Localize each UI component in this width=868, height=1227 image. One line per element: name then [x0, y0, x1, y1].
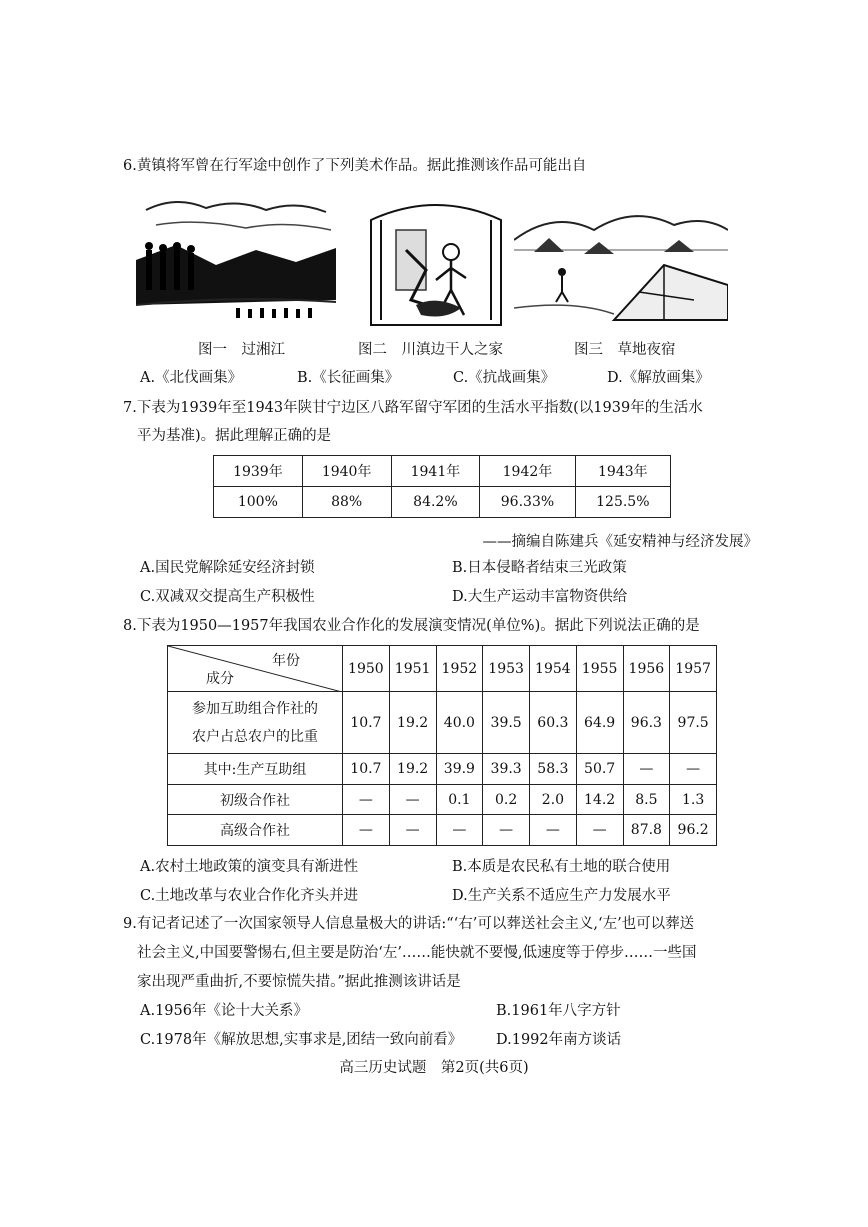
q8-cell: 87.8: [623, 815, 670, 846]
q7-header-cell: 1940年: [302, 456, 391, 487]
q7-header-cell: 1939年: [214, 456, 303, 487]
table-row: [168, 692, 717, 754]
q7-option-c: C.双减双交提高生产积极性: [140, 589, 315, 605]
figure-3-caption: 图三 草地夜宿: [574, 342, 676, 358]
q8-cell: 39.3: [483, 754, 530, 785]
q6-option-c: C.《抗战画集》: [453, 370, 556, 386]
q8-table: [167, 645, 717, 846]
q8-cell: 0.2: [483, 785, 530, 815]
q8-cell: —: [483, 815, 530, 846]
q8-cell: 14.2: [576, 785, 623, 815]
table-row: [168, 785, 717, 815]
q8-cell: —: [343, 785, 390, 815]
q8-cell: —: [576, 815, 623, 846]
q8-cell: —: [389, 815, 436, 846]
q7-source: ——摘编自陈建兵《延安精神与经济发展》: [482, 534, 758, 550]
q8-cell: —: [436, 815, 483, 846]
q8-row-label-line-2: 农户占总农户的比重: [192, 728, 318, 745]
q6-option-a: A.《北伐画集》: [140, 370, 243, 386]
q8-year-header: 1952: [436, 646, 483, 692]
q8-cell: 96.3: [623, 692, 670, 754]
table-row: [168, 815, 717, 846]
q8-row-label: [168, 692, 343, 754]
q9-option-b: B.1961年八字方针: [496, 1003, 621, 1019]
q8-cell: 19.2: [389, 692, 436, 754]
q7-option-b: B.日本侵略者结束三光政策: [452, 560, 627, 576]
q8-stem: 8.下表为1950—1957年我国农业合作化的发展演变情况(单位%)。据此下列说法正确的是: [123, 618, 700, 634]
q7-value-cell: 100%: [214, 487, 303, 518]
q6-stem: 6.黄镇将军曾在行军途中创作了下列美术作品。据此推测该作品可能出自: [123, 158, 587, 174]
page-footer: 高三历史试题 第2页(共6页): [339, 1060, 529, 1076]
q8-cell: —: [530, 815, 577, 846]
q9-option-c: C.1978年《解放思想,实事求是,团结一致向前看》: [140, 1032, 463, 1048]
q8-year-header: 1956: [623, 646, 670, 692]
q8-corner-bottom: 成分: [206, 671, 234, 687]
q9-stem-line-3: 家出现严重曲折,不要惊慌失措。”据此推测该讲话是: [137, 974, 461, 990]
q8-cell: —: [343, 815, 390, 846]
figure-3-illustration: [514, 190, 728, 328]
q9-stem-line-2: 社会主义,中国要警惕右,但主要是防治‘左’……能快就不要慢,低速度等于停步……一些国: [137, 945, 697, 961]
figure-2-caption: 图二 川滇边干人之家: [358, 342, 503, 358]
figure-2-illustration: [366, 190, 506, 328]
q6-option-d: D.《解放画集》: [607, 370, 710, 386]
q8-year-header: 1950: [343, 646, 390, 692]
q8-cell: 0.1: [436, 785, 483, 815]
q8-year-header: 1954: [530, 646, 577, 692]
q8-cell: 2.0: [530, 785, 577, 815]
q8-cell: 10.7: [343, 692, 390, 754]
q7-option-a: A.国民党解除延安经济封锁: [140, 560, 315, 576]
q8-cell: 39.5: [483, 692, 530, 754]
q8-cell: 64.9: [576, 692, 623, 754]
q8-option-b: B.本质是农民私有土地的联合使用: [452, 859, 671, 875]
q8-year-header: 1953: [483, 646, 530, 692]
q8-option-a: A.农村土地政策的演变具有渐进性: [140, 859, 359, 875]
q8-cell: 50.7: [576, 754, 623, 785]
corner-diagonal-line: [168, 646, 342, 692]
q8-cell: 39.9: [436, 754, 483, 785]
q8-row-label: 初级合作社: [168, 785, 343, 815]
q7-header-cell: 1941年: [391, 456, 480, 487]
q8-year-header: 1955: [576, 646, 623, 692]
q8-cell: 8.5: [623, 785, 670, 815]
q8-year-header: 1957: [670, 646, 717, 692]
figure-1-illustration: [136, 190, 336, 328]
q8-cell: 97.5: [670, 692, 717, 754]
q8-year-header: 1951: [389, 646, 436, 692]
q8-corner-cell: [168, 646, 343, 692]
q7-value-cell: 88%: [302, 487, 391, 518]
q8-cell: 40.0: [436, 692, 483, 754]
q8-corner-top: 年份: [272, 653, 300, 669]
q7-header-cell: 1942年: [480, 456, 575, 487]
q8-row-label: 高级合作社: [168, 815, 343, 846]
table-row: [168, 754, 717, 785]
q7-stem-line-1: 7.下表为1939年至1943年陕甘宁边区八路军留守军团的生活水平指数(以1939年的生活水: [123, 400, 703, 416]
q8-cell: —: [623, 754, 670, 785]
q8-row-label: 其中:生产互助组: [168, 754, 343, 785]
q7-header-cell: 1943年: [575, 456, 670, 487]
q8-option-c: C.土地改革与农业合作化齐头并进: [140, 888, 359, 904]
q8-cell: 60.3: [530, 692, 577, 754]
figure-1-caption: 图一 过湘江: [198, 342, 285, 358]
q7-option-d: D.大生产运动丰富物资供给: [452, 589, 628, 605]
q8-cell: 1.3: [670, 785, 717, 815]
q8-option-d: D.生产关系不适应生产力发展水平: [452, 888, 671, 904]
q8-row-label-line-1: 参加互助组合作社的: [192, 700, 318, 717]
q6-option-b: B.《长征画集》: [297, 370, 400, 386]
q7-stem-line-2: 平为基准)。据此理解正确的是: [137, 428, 332, 444]
q8-cell: —: [389, 785, 436, 815]
q8-cell: 19.2: [389, 754, 436, 785]
q8-cell: 58.3: [530, 754, 577, 785]
q8-cell: —: [670, 754, 717, 785]
q8-cell: 96.2: [670, 815, 717, 846]
q9-option-d: D.1992年南方谈话: [496, 1032, 622, 1048]
q7-value-cell: 84.2%: [391, 487, 480, 518]
q7-value-cell: 125.5%: [575, 487, 670, 518]
q9-stem-line-1: 9.有记者记述了一次国家领导人信息量极大的讲话:“‘右’可以葬送社会主义,‘左’也可以葬送: [123, 916, 695, 932]
q7-value-cell: 96.33%: [480, 487, 575, 518]
q9-option-a: A.1956年《论十大关系》: [140, 1003, 308, 1019]
q7-table: [213, 455, 671, 518]
q8-cell: 10.7: [343, 754, 390, 785]
